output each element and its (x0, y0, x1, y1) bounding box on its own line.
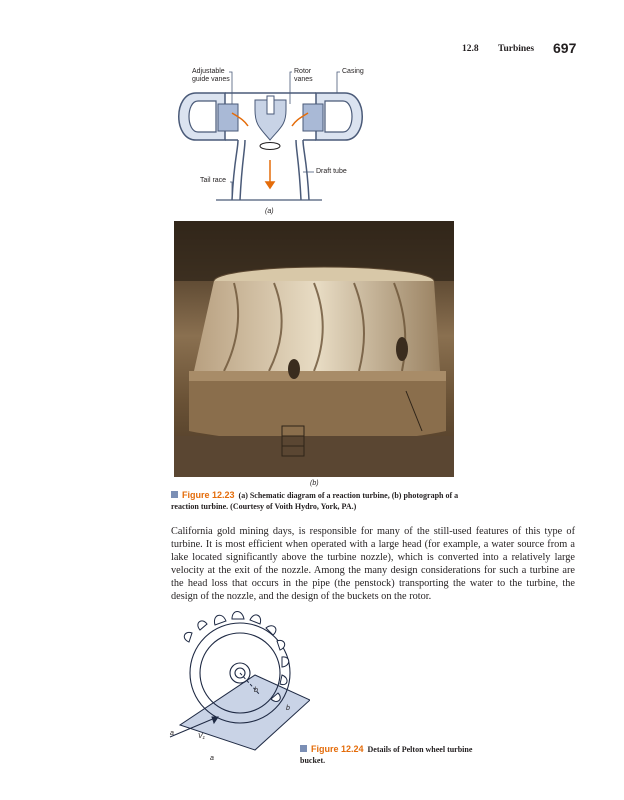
label-b-mid: b (254, 687, 258, 694)
label-rotor-vanes: Rotor vanes (294, 68, 313, 83)
guide-vane-right (303, 104, 323, 131)
section-number: 12.8 (462, 44, 479, 54)
label-a-bottom: a (210, 755, 214, 762)
label-casing: Casing (342, 68, 364, 75)
caption-a: (a) (265, 208, 274, 215)
rotation-arrow (260, 143, 280, 150)
turbine-runner-illustration (174, 221, 454, 477)
figure-a-schematic (0, 0, 624, 220)
figure-12-24-drawing (160, 605, 310, 775)
pelton-wheel-diagram (160, 605, 310, 775)
label-b-right: b (286, 705, 290, 712)
caption-b: (b) (310, 480, 319, 487)
page-number: 697 (553, 40, 577, 56)
label-a-left: a (170, 730, 174, 737)
body-paragraph: California gold mining days, is responsible for many of the still-used features of this type of turbine. It is most efficient when operated with a large head (for example, a water source from a lake located significantly above the turbine nozzle), which is converted into a relatively large velocity at the exit of the nozzle. Among the many design considerations for such a turbine are the head loss that occurs in the pipe (the penstock) transporting the water to the turbine, the design of the nozzle, and the design of the buckets on the rotor. (171, 526, 575, 602)
figure-12-24-caption (300, 744, 480, 766)
section-title: Turbines (498, 44, 535, 54)
figure-12-23-text: (a) Schematic diagram of a reaction turbine, (b) photograph of a reaction turbine. (Courtesy of Voith Hydro, York, PA.) (171, 491, 459, 511)
caption-bullet-square (300, 745, 307, 752)
caption-bullet-square (171, 491, 178, 498)
guide-vane-left (218, 104, 238, 131)
reaction-turbine-diagram (0, 0, 624, 220)
figure-12-23-caption (171, 490, 461, 512)
figure-12-23-label: Figure 12.23 (182, 490, 235, 500)
label-draft-tube: Draft tube (316, 168, 347, 175)
label-adjustable-guide-vanes: Adjustable guide vanes (192, 68, 230, 83)
label-v1: V₁ (198, 733, 205, 740)
turbine-photograph (174, 221, 454, 477)
label-tail-race: Tail race (200, 177, 227, 184)
figure-12-24-label: Figure 12.24 (311, 744, 364, 754)
figure-12-24-text: Details of Pelton wheel turbine bucket. (300, 745, 473, 765)
